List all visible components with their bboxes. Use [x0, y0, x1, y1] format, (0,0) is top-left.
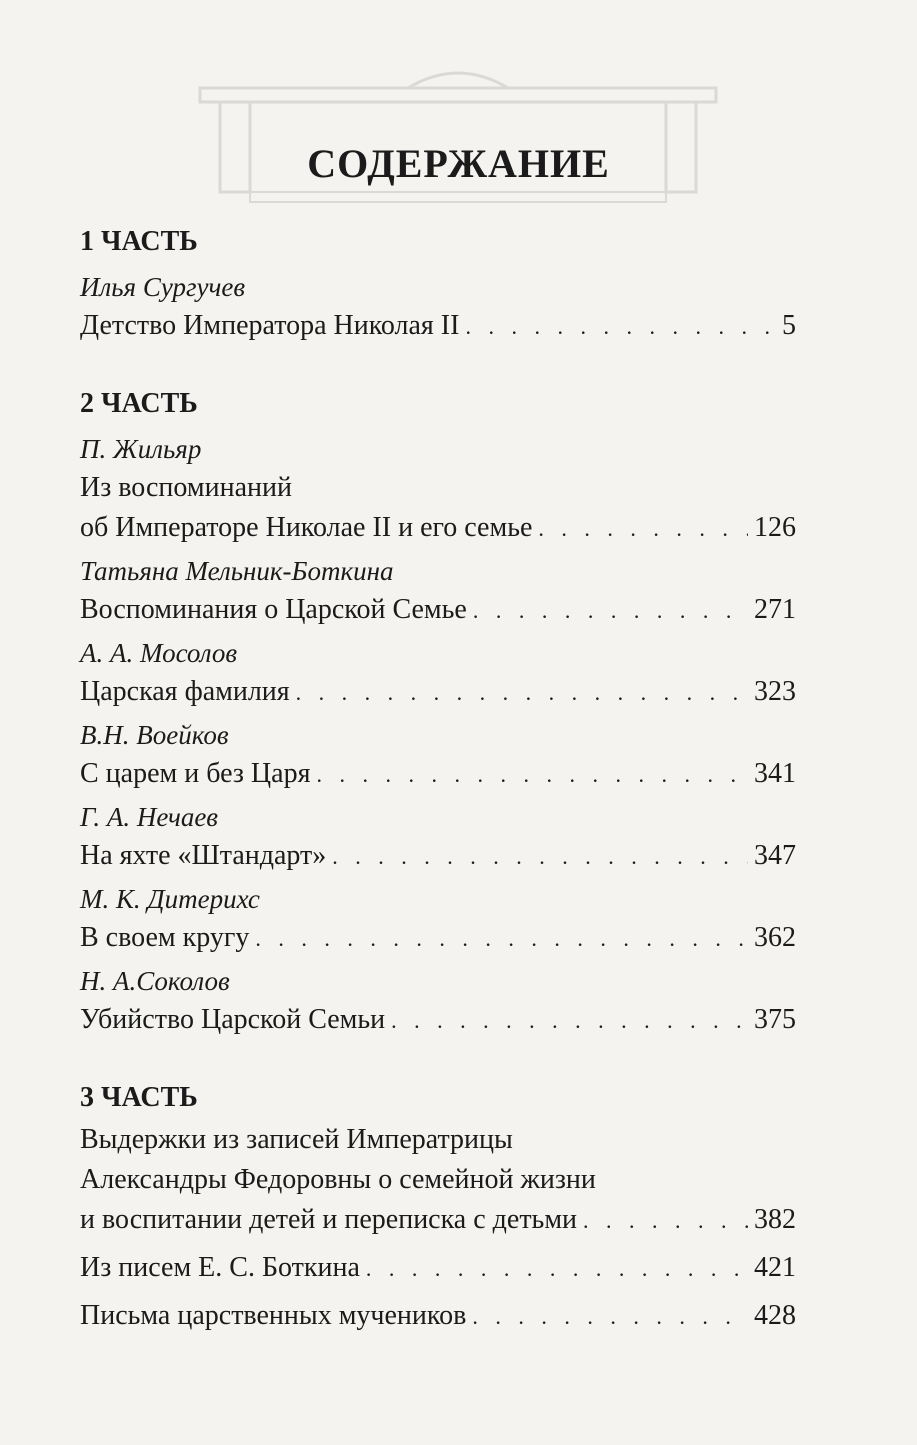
- author-name: П. Жильяр: [80, 434, 202, 464]
- toc-entry[interactable]: [80, 1296, 796, 1336]
- dot-leader: [538, 509, 748, 549]
- page-number: 362: [754, 922, 796, 953]
- page-number: 323: [754, 676, 796, 707]
- author-name: В.Н. Воейков: [80, 720, 229, 750]
- entry-title: Царская фамилия: [80, 676, 290, 707]
- page-number: 271: [754, 594, 796, 625]
- page-number: 347: [754, 840, 796, 871]
- toc-entry[interactable]: [80, 918, 796, 958]
- entry-title: Убийство Царской Семьи: [80, 1004, 386, 1035]
- entry-title-line: Из воспоминаний: [80, 472, 292, 503]
- author-name: Татьяна Мельник-Боткина: [80, 556, 394, 586]
- page-title: СОДЕРЖАНИЕ: [307, 141, 610, 186]
- entry-title: Из писем Е. С. Боткина: [80, 1252, 360, 1283]
- entry-title-line: Александры Федоровны о семейной жизни: [80, 1164, 596, 1195]
- dot-leader: [583, 1201, 748, 1241]
- part-heading: 3 ЧАСТЬ: [80, 1082, 198, 1113]
- dot-leader: [366, 1249, 748, 1289]
- toc-entry[interactable]: [80, 836, 796, 876]
- page-number: 375: [754, 1004, 796, 1035]
- page-number: 382: [754, 1204, 796, 1235]
- entry-title: и воспитании детей и переписка с детьми: [80, 1204, 578, 1235]
- dot-leader: [255, 919, 748, 959]
- dot-leader: [465, 307, 776, 347]
- entry-title: Детство Императора Николая II: [80, 310, 460, 341]
- entry-title: Письма царственных мучеников: [80, 1300, 467, 1331]
- part-heading: 2 ЧАСТЬ: [80, 388, 198, 419]
- entry-title: С царем и без Царя: [80, 758, 311, 789]
- toc-entry[interactable]: [80, 590, 796, 630]
- toc-entry[interactable]: [80, 306, 796, 346]
- toc-entry[interactable]: [80, 1200, 796, 1240]
- toc-entry[interactable]: [80, 754, 796, 794]
- entry-title: Воспоминания о Царской Семье: [80, 594, 467, 625]
- entry-title-line: Выдержки из записей Императрицы: [80, 1124, 513, 1155]
- page-number: 421: [754, 1252, 796, 1283]
- toc-entry[interactable]: [80, 508, 796, 548]
- entry-title: об Императоре Николае II и его семье: [80, 512, 533, 543]
- page-number: 341: [754, 758, 796, 789]
- author-name: Н. А.Соколов: [80, 966, 230, 996]
- toc-entry[interactable]: [80, 672, 796, 712]
- toc-entry[interactable]: [80, 1248, 796, 1288]
- page-number: 126: [754, 512, 796, 543]
- author-name: Г. А. Нечаев: [80, 802, 219, 832]
- entry-title: На яхте «Штандарт»: [80, 840, 327, 871]
- table-of-contents: [80, 220, 796, 1336]
- page-number: 428: [754, 1300, 796, 1331]
- author-name: А. А. Мосолов: [80, 638, 238, 668]
- dot-leader: [391, 1001, 748, 1041]
- dot-leader: [316, 755, 748, 795]
- page-number: 5: [782, 310, 796, 341]
- author-name: М. К. Дитерихс: [80, 884, 260, 914]
- dot-leader: [296, 673, 748, 713]
- dot-leader: [332, 837, 748, 877]
- entry-title: В своем кругу: [80, 922, 250, 953]
- author-name: Илья Сургучев: [80, 272, 246, 302]
- part-heading: 1 ЧАСТЬ: [80, 226, 198, 257]
- dot-leader: [473, 591, 748, 631]
- toc-entry[interactable]: [80, 1000, 796, 1040]
- dot-leader: [472, 1297, 748, 1337]
